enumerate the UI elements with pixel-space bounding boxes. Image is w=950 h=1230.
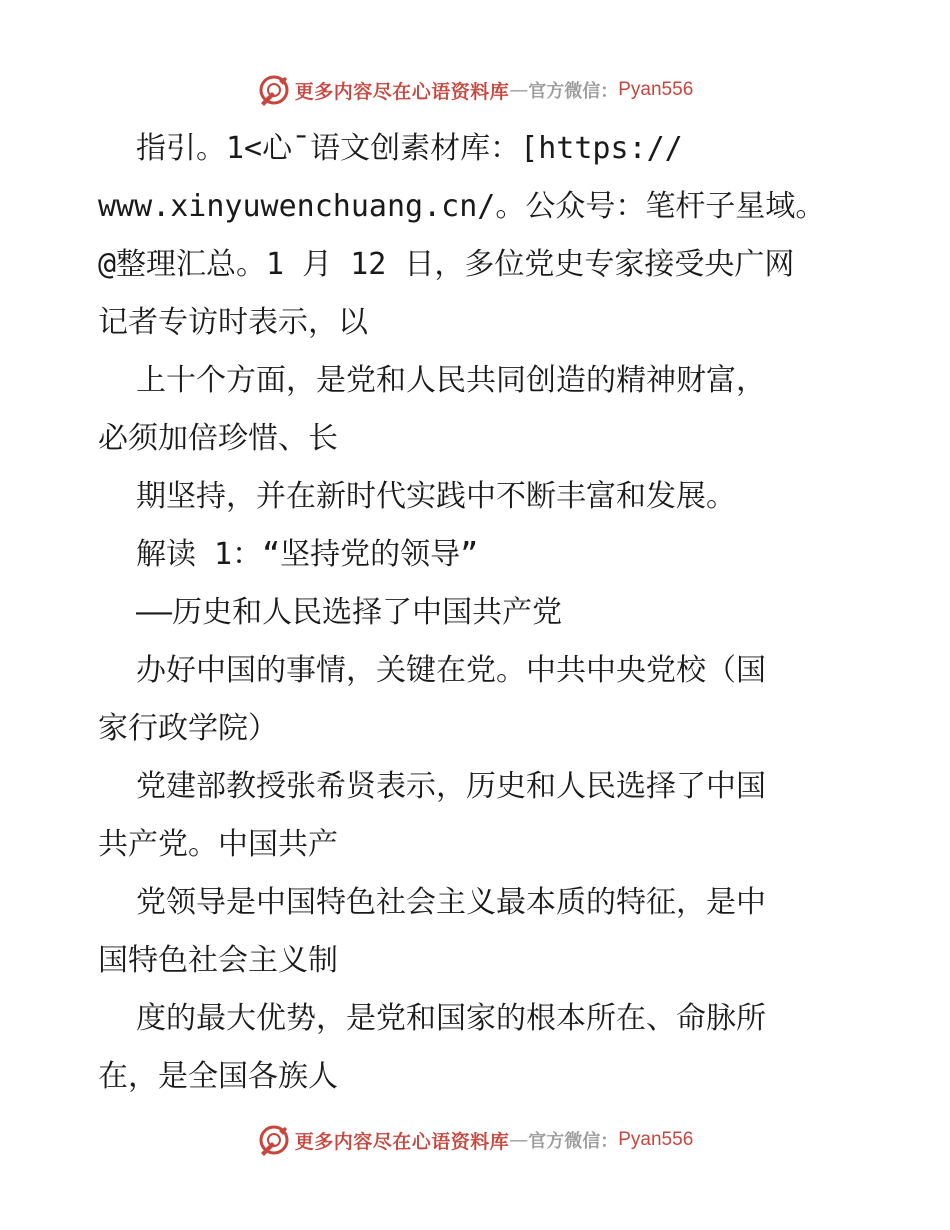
separator: — [509, 1129, 529, 1151]
text-line: 指引。1<心¯语文创素材库：[https:// [136, 131, 683, 166]
document-body [98, 120, 858, 1106]
text-line: ——历史和人民选择了中国共产党 [136, 595, 563, 630]
wechat-id: Pyan556 [618, 1129, 694, 1150]
wechat-id: Pyan556 [618, 79, 694, 100]
text-line: www.xinyuwenchuang.cn/。公众号：笔杆子星域。 [98, 189, 826, 224]
official-label: 官方微信： [528, 81, 619, 102]
brand-text: 更多内容尽在心语资料库 [294, 80, 510, 103]
text-line: 度的最大优势，是党和国家的根本所在、命脉所 [136, 1001, 766, 1036]
separator: — [509, 79, 529, 101]
text-line: 必须加倍珍惜、长 [98, 421, 338, 456]
text-line: 上十个方面，是党和人民共同创造的精神财富， [136, 363, 766, 398]
text-line: 在，是全国各族人 [98, 1059, 338, 1094]
text-line: 党建部教授张希贤表示，历史和人民选择了中国 [136, 769, 766, 804]
text-line: 国特色社会主义制 [98, 943, 338, 978]
footer-watermark [0, 1120, 950, 1160]
text-line: 期坚持，并在新时代实践中不断丰富和发展。 [136, 479, 736, 514]
text-line: 办好中国的事情，关键在党。中共中央党校（国 [136, 653, 766, 688]
header-watermark [0, 70, 950, 110]
text-line: 记者专访时表示，以 [98, 305, 368, 340]
text-line: 解读 1：“坚持党的领导” [136, 537, 479, 572]
official-label: 官方微信： [528, 1131, 619, 1152]
text-line: 党领导是中国特色社会主义最本质的特征，是中 [136, 885, 766, 920]
text-line: 家行政学院） [98, 711, 278, 746]
text-line: 共产党。中国共产 [98, 827, 338, 862]
pen-logo-icon [257, 73, 291, 107]
text-line: @整理汇总。1 月 12 日，多位党史专家接受央广网 [98, 247, 795, 282]
brand-text: 更多内容尽在心语资料库 [294, 1130, 510, 1153]
pen-logo-icon [257, 1123, 291, 1157]
